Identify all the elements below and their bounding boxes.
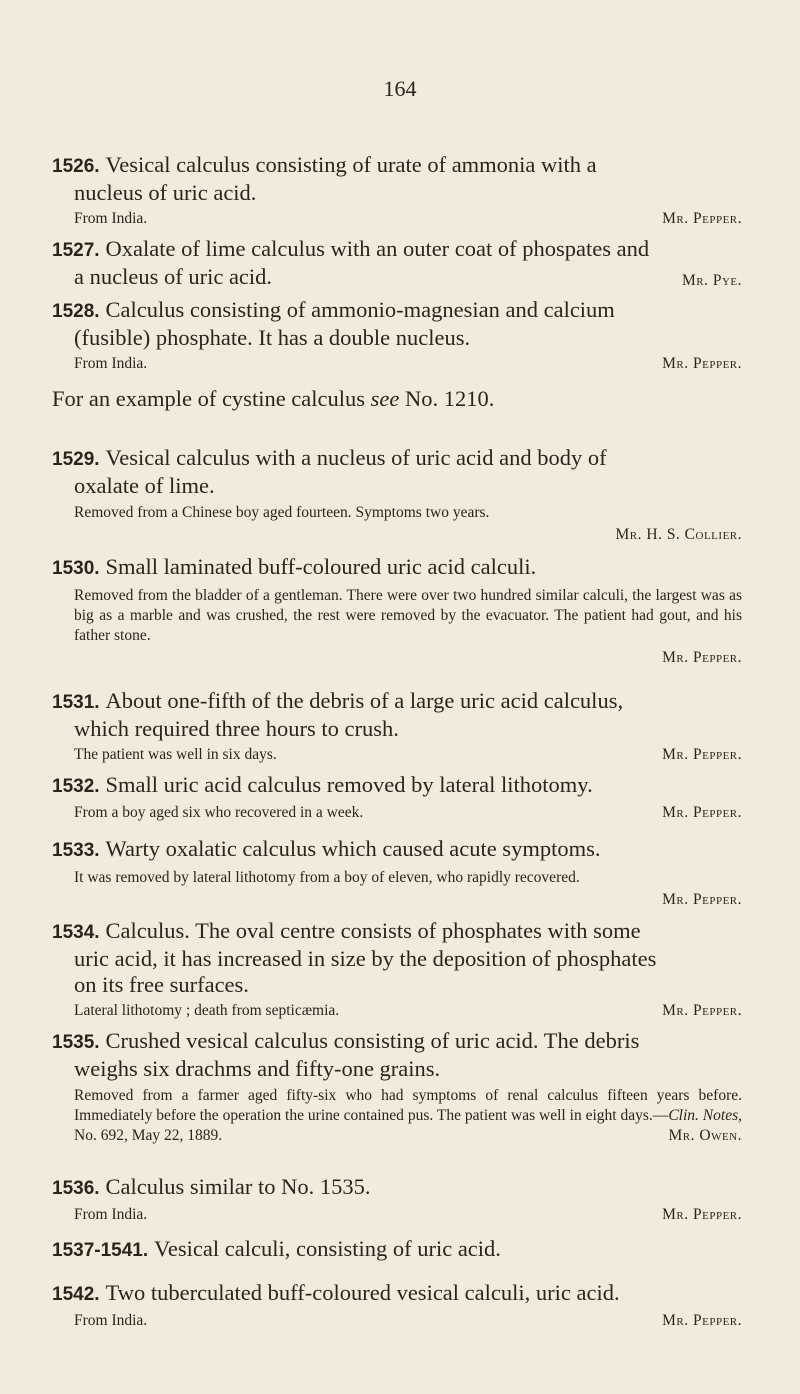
entry-text: Calculus consisting of ammonio-magnesian and calcium	[105, 297, 615, 322]
page-number: 164	[383, 76, 417, 101]
entry-number: 1536.	[52, 1178, 100, 1199]
entry-note: Removed from the bladder of a gentleman. There were over two hundred similar calculi, the largest was as big as a marble and was crushed, the rest were removed by the evacuator. The patient had gout, and his father stone.	[74, 587, 742, 644]
entry-note: From India.	[74, 355, 148, 372]
entry-text: Calculus similar to No. 1535.	[105, 1174, 371, 1199]
entry-1533	[52, 836, 742, 910]
entry-attribution: Mr. Pepper.	[662, 804, 742, 821]
entry-attribution: Mr. Pepper.	[662, 1002, 742, 1019]
entry-note-row	[52, 745, 742, 765]
entry-attribution: Mr. Pepper.	[662, 1312, 742, 1329]
entry-text: Vesical calculi, consisting of uric acid.	[154, 1236, 501, 1261]
entry-text: nucleus of uric acid.	[74, 180, 257, 205]
entry-note: It was removed by lateral lithotomy from a boy of eleven, who rapidly recovered.	[74, 869, 580, 886]
entry-number: 1537-1541.	[52, 1240, 149, 1261]
entry-1526	[52, 152, 742, 229]
entry-note-row	[52, 1205, 742, 1225]
entry-number: 1542.	[52, 1284, 100, 1305]
entry-attribution: Mr. Owen.	[668, 1127, 742, 1144]
entry-1534	[52, 918, 742, 1021]
entry-text: Oxalate of lime calculus with an outer coat of phospates and	[105, 236, 650, 261]
cross-reference-text: For an example of cystine calculus	[52, 386, 366, 411]
entry-number: 1529.	[52, 449, 100, 470]
entry-attribution: Mr. Pepper.	[662, 649, 742, 666]
entry-1530	[52, 554, 742, 668]
entry-number: 1527.	[52, 240, 100, 261]
entry-text: Vesical calculus consisting of urate of ammonia with a	[105, 152, 597, 177]
entry-number: 1528.	[52, 301, 100, 322]
entry-1528	[52, 297, 742, 374]
entry-attribution: Mr. H. S. Collier.	[615, 526, 742, 543]
entry-attribution: Mr. Pepper.	[662, 210, 742, 227]
entry-text: About one-fifth of the debris of a large uric acid calculus,	[105, 688, 624, 713]
entry-text: (fusible) phosphate. It has a double nucleus.	[74, 325, 471, 350]
entry-note-row	[52, 1001, 742, 1021]
entry-text: a nucleus of uric acid.	[74, 264, 273, 289]
entry-note	[52, 1086, 742, 1146]
entry-note-row	[52, 803, 742, 823]
entry-note-row	[52, 1311, 742, 1331]
entry-number: 1530.	[52, 558, 100, 579]
entry-number: 1532.	[52, 776, 100, 797]
entry-text: uric acid, it has increased in size by the deposition of phosphates	[74, 946, 657, 971]
entry-text: Two tuberculated buff-coloured vesical calculi, uric acid.	[105, 1280, 620, 1305]
entry-text: Small uric acid calculus removed by lateral lithotomy.	[105, 772, 593, 797]
entry-attribution: Mr. Pye.	[681, 272, 742, 289]
entry-1542	[52, 1280, 742, 1331]
entry-text: Warty oxalatic calculus which caused acute symptoms.	[105, 836, 601, 861]
entry-note-row	[52, 209, 742, 229]
entry-note: Removed from a Chinese boy aged fourteen. Symptoms two years.	[74, 504, 490, 521]
entry-attribution: Mr. Pepper.	[662, 746, 742, 763]
entry-note: The patient was well in six days.	[74, 746, 277, 763]
entry-note-row	[52, 354, 742, 374]
entry-note: From India.	[74, 1206, 148, 1223]
entry-note: Lateral lithotomy ; death from septicæmia.	[74, 1002, 340, 1019]
cross-reference	[52, 386, 742, 412]
entry-attribution: Mr. Pepper.	[662, 355, 742, 372]
entry-number: 1535.	[52, 1032, 100, 1053]
entry-text: Calculus. The oval centre consists of phosphates with some	[105, 918, 641, 943]
entry-text: Small laminated buff-coloured uric acid calculi.	[105, 554, 537, 579]
entry-note: From India.	[74, 210, 148, 227]
entry-note: From a boy aged six who recovered in a week.	[74, 804, 364, 821]
cross-reference-number: No. 1210.	[405, 386, 495, 411]
entry-1527	[52, 236, 742, 294]
entry-1537-1541	[52, 1236, 742, 1264]
entry-text: which required three hours to crush.	[74, 716, 399, 741]
entry-text: oxalate of lime.	[74, 473, 215, 498]
entry-text: Vesical calculus with a nucleus of uric acid and body of	[105, 445, 607, 470]
entry-number: 1531.	[52, 692, 100, 713]
entry-1531	[52, 688, 742, 765]
entry-text: weighs six drachms and fifty-one grains.	[74, 1056, 441, 1081]
entry-number: 1526.	[52, 156, 100, 177]
entry-text: on its free surfaces.	[74, 972, 249, 997]
entry-number: 1534.	[52, 922, 100, 943]
entry-note-text: Removed from a farmer aged fifty-six who had symptoms of renal calculus fifteen years before. Immediately before the operation the urine contained pus. The patient was well in eight days.—	[74, 1087, 742, 1124]
entry-1535	[52, 1028, 742, 1146]
entry-1529	[52, 445, 742, 545]
entry-number: 1533.	[52, 840, 100, 861]
entry-attribution: Mr. Pepper.	[662, 1206, 742, 1223]
cross-reference-see: see	[370, 386, 400, 411]
entry-note-ref: No. 692, May 22, 1889.	[74, 1127, 223, 1144]
entry-attribution: Mr. Pepper.	[662, 891, 742, 908]
entry-note-citation: Clin. Notes,	[668, 1107, 742, 1124]
entry-1532	[52, 772, 742, 823]
entry-1536	[52, 1174, 742, 1225]
entry-text: Crushed vesical calculus consisting of uric acid. The debris	[105, 1028, 640, 1053]
entry-note: From India.	[74, 1312, 148, 1329]
